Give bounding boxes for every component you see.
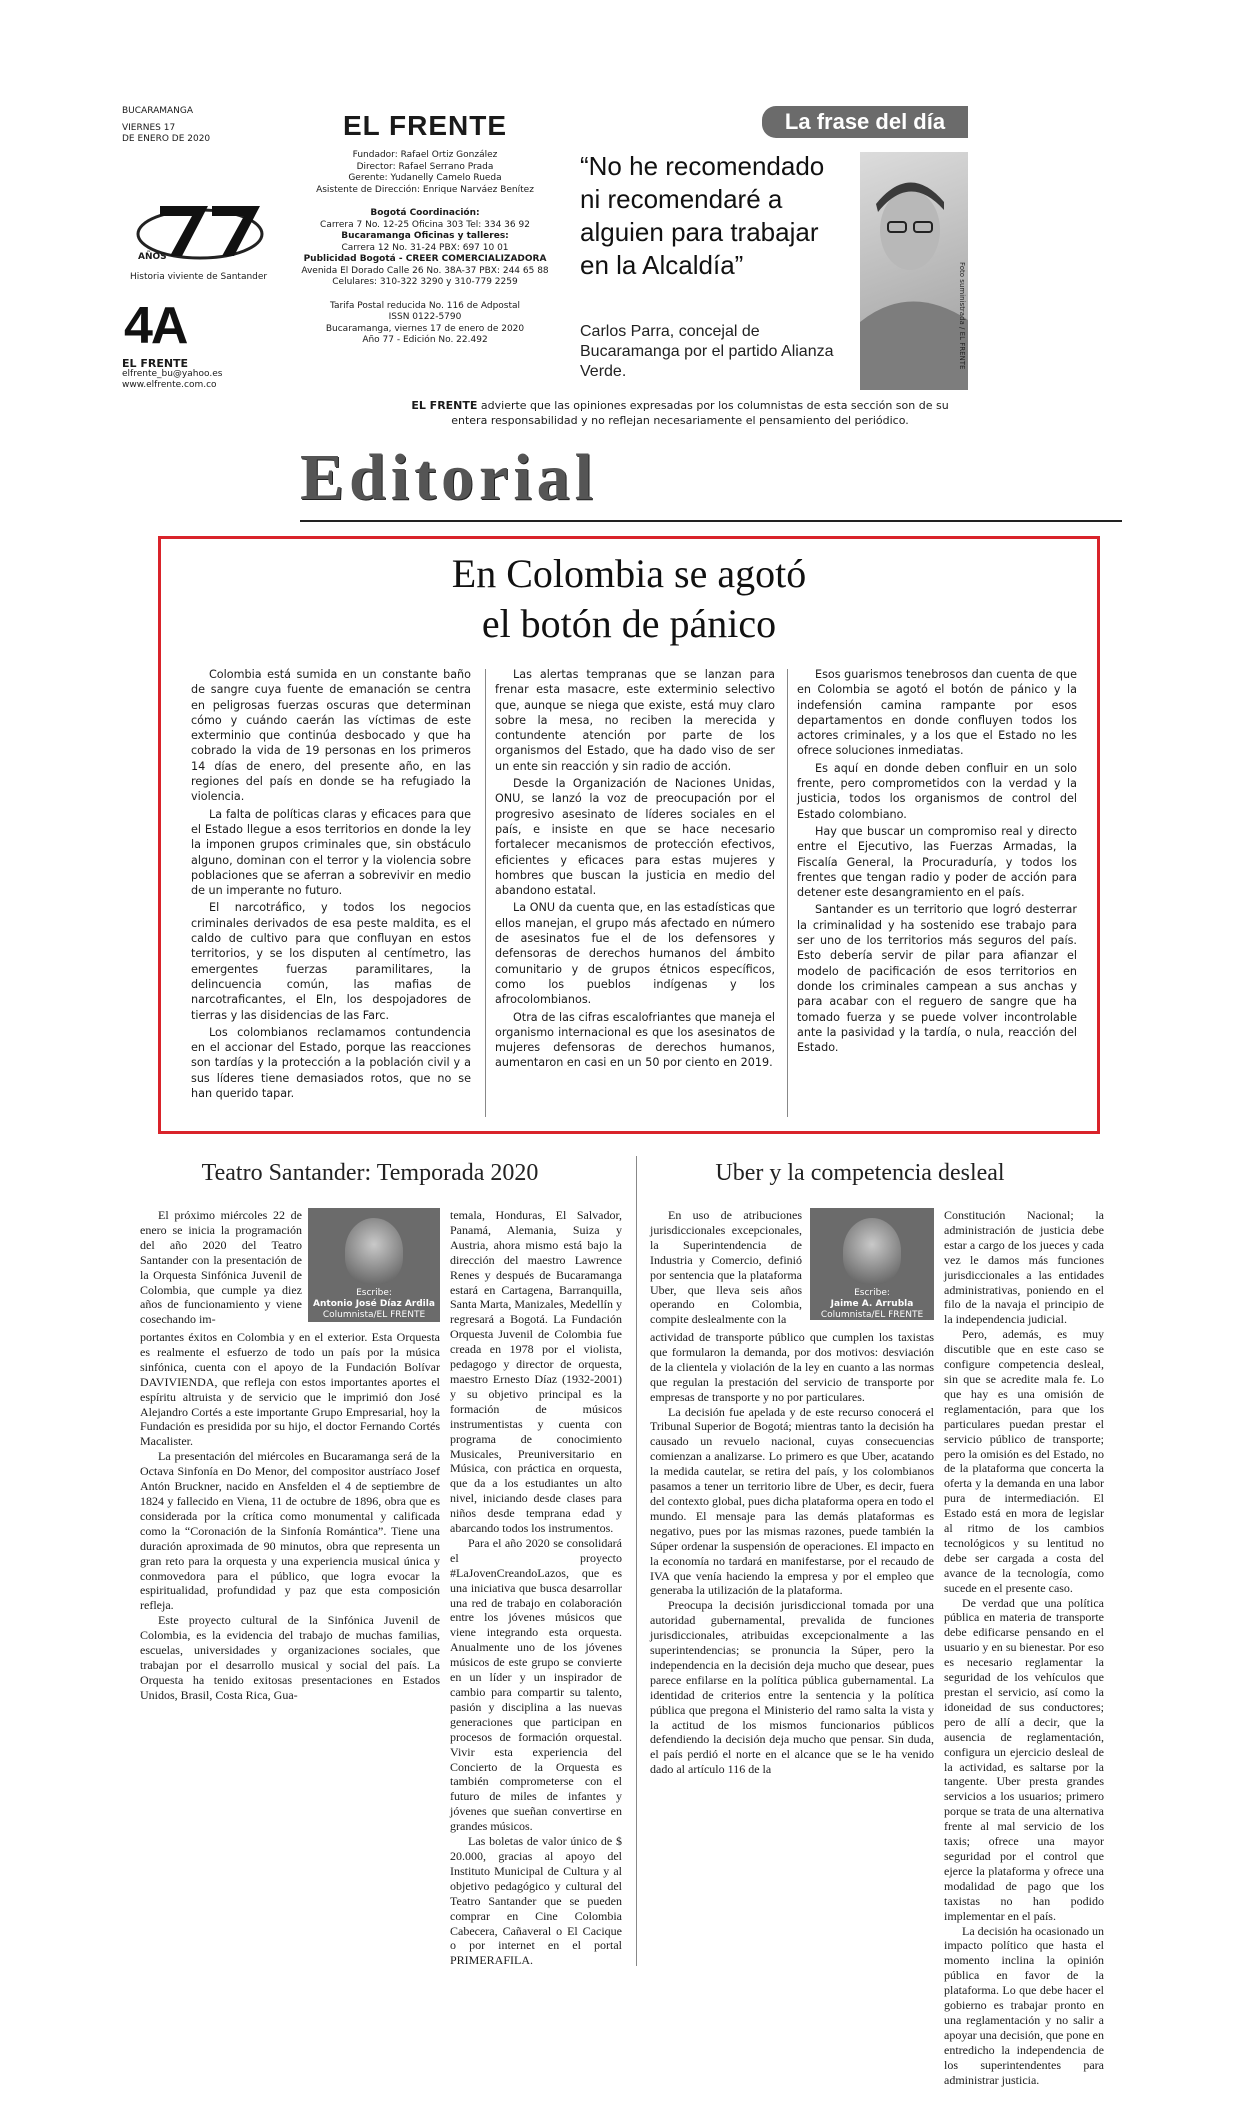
- byline-name: Jaime A. Arrubla: [830, 1299, 914, 1309]
- anniversary-logo: [130, 196, 300, 286]
- disclaimer: [400, 398, 960, 428]
- uber-title: Uber y la competencia desleal: [715, 1160, 1005, 1186]
- paragraph: Los colombianos reclamamos contundencia en el accionar del Estado, porque las reacciones son tardías y la protección a la población civil y a sus líderes tiene demasiados rotos, que no se han querido tapar.: [191, 1025, 471, 1101]
- author-photo: [860, 152, 968, 390]
- paragraph: Para el año 2020 se consolidará el proyecto #LaJovenCreandoLazos, que es una iniciativa que busca desarrollar una red de trabajo en colaboración entre los jóvenes músicos que viene integrando esta orquesta. Anualmente uno de los jóvenes músicos de este grupo se convierte en un líder y un inspirador de cambio para compartir su talento, pasión y disciplina a las nuevas generaciones que participan en procesos de formación orquestal. Vivir esta experiencia del Concierto de la Orquesta es también comprometerse con el futuro de miles de infantes y jóvenes que sueñan convertirse en grandes músicos.: [450, 1535, 622, 1834]
- portrait-icon: [860, 152, 968, 390]
- email[interactable]: elfrente_bu@yahoo.es: [122, 369, 223, 379]
- quote-author: Carlos Parra, concejal de Bucaramanga por el partido Alianza Verde.: [580, 323, 834, 380]
- paragraph: portantes éxitos en Colombia y en el exterior. Esta Orquesta es realmente el esfuerzo de todo un país por la música sinfónica, cuenta con el apoyo de la Fundación Bolívar DAVIVIENDA, que refleja con estos importantes aportes el espíritu altruista y de servicio que le imprimió don José Alejandro Cortés a este importante Grupo Empresarial, hoy la Fundación es presidida por su hijo, el doctor Fernando Cortés Macalister.: [140, 1330, 440, 1449]
- editorial-title: [161, 549, 1097, 649]
- date-line2: DE ENERO DE 2020: [122, 134, 211, 144]
- byline-name: Antonio José Díaz Ardila: [313, 1299, 435, 1309]
- paragraph: La presentación del miércoles en Bucaramanga será de la Octava Sinfonía en Do Menor, del compositor austríaco Josef Antón Bruckner, nacido en Ansfelden el 4 de septiembre de 1824 y fallecido en Viena, 11 de octubre de 1896, obra que es considerada por la crítica como monumental y calificada como la “Coronación de la Sinfonía Romántica”. Tiene una duración aproximada de 90 minutos, obra que representa un gran reto para la orquesta y una experiencia musical única y conmovedora para el público, que logra evocar la espiritualidad, profundidad y paz que esta composición refleja.: [140, 1449, 440, 1613]
- contact-block: [122, 358, 282, 391]
- masthead-brand: EL FRENTE: [342, 110, 508, 141]
- date-line1: VIERNES 17: [122, 123, 176, 133]
- uber-column-1-top: [650, 1208, 802, 1327]
- paragraph: Esos guarismos tenebrosos dan cuenta de que en Colombia se agotó el botón de pánico y la indefensión camina rampante por esos departamentos en donde confluyen todos los actores criminales, y a los que el Estado no les ofrece soluciones inmediatas.: [797, 668, 1077, 758]
- columnist-photo-icon: [843, 1218, 901, 1284]
- paragraph: La decisión ha ocasionado un impacto político que hasta el momento inclina la opinión pública en favor de la plataforma. Lo que debe hacer el gobierno es trabajar pronto en una reglamentación y no salir a apoyar una decisión, que pone en entredicho la independencia de los superintendentes para administrar justicia.: [944, 1923, 1104, 2087]
- column-divider: [787, 669, 788, 1117]
- paragraph: Desde la Organización de Naciones Unidas, ONU, se lanzó la voz de preocupación por el progresivo asesinato de líderes sociales en el país, e insiste en que se hace necesario fortalecer mecanismos de protección efectivos, eficientes y eficaces para estas mujeres y hombres que buscan la justicia en medio del abandono estatal.: [495, 777, 775, 898]
- disclaimer-brand: EL FRENTE: [411, 399, 478, 412]
- byline-label: Escribe:: [356, 1288, 392, 1298]
- contact-line: Carrera 12 No. 31-24 PBX: 697 10 01: [341, 242, 509, 253]
- teatro-column-1: [140, 1330, 440, 1703]
- editorial-column-2: [495, 667, 775, 1073]
- columnist-photo-icon: [345, 1218, 403, 1284]
- quote-of-day: [566, 106, 968, 390]
- paragraph: Otra de las cifras escalofriantes que maneja el organismo internacional es que los asesinatos de mujeres defensoras de derechos humanos, aumentaron en casi en un 50 por ciento en 2019.: [495, 1010, 775, 1070]
- paragraph: Pero, además, es muy discutible que en este caso se configure competencia desleal, sin que se acredite mala fe. Lo que hay es una omisión de reglamentación, para que los particulares puedan prestar el servicio público de transporte; pero la omisión es del Estado, no de la plataforma que concerta la oferta y la demanda en una labor pura de intermediación. El Estado está en mora de legislar al ritmo de los cambios tecnológicos y su lentitud no debe ser cargada a costa del avance de la tecnología, como sucede en el presente caso.: [944, 1327, 1104, 1595]
- paragraph: Este proyecto cultural de la Sinfónica Juvenil de Colombia, es la evidencia del trabajo de muchas familias, escuelas, universidades y organizaciones sociales, que trabajan por el desarrollo musical y social del país. La Orquesta ha tenido exitosas presentaciones en Estados Unidos, Brasil, Costa Rica, Gua-: [140, 1613, 440, 1702]
- paper-name: EL FRENTE: [122, 357, 189, 370]
- legal-line: ISSN 0122-5790: [388, 312, 462, 322]
- uber-column-2: [944, 1208, 1104, 2087]
- staff-line: Fundador: Rafael Ortiz González: [352, 150, 498, 160]
- byline-role: Columnista/EL FRENTE: [820, 1310, 924, 1320]
- photo-credit: Foto suministrada / EL FRENTE: [958, 262, 966, 370]
- quote-tag: La frase del día: [762, 106, 968, 138]
- anniversary-caption: Historia viviente de Santander: [130, 272, 268, 282]
- legal-line: Bucaramanga, viernes 17 de enero de 2020: [325, 323, 525, 334]
- paragraph: actividad de transporte público que cumplen los taxistas que formularon la demanda, por dos motivos: desviación de la clientela y violación de la ley en cuanto a las normas que regulan la prestación del servicio de transporte por empresas de transporte y no por particulares.: [650, 1330, 934, 1404]
- editorial-column-1: [191, 667, 471, 1103]
- paragraph: La decisión fue apelada y de este recurso conocerá el Tribunal Superior de Bogotá; mientras tanto la decisión ha causado un revuelo nacional, cuyas consecuencias comienzan a analizarse. Lo primero es que Uber, acatando la medida cautelar, se retira del país, y los colombianos pasamos a tener un territorio libre de Uber, es decir, fuera del contexto global, pues dicha plataforma opera en todo el mundo. El mensaje para las demás plataformas es negativo, pues por las mismas razones, puede también la Súper ordenar la suspensión de operaciones. El impacto en la economía no tardará en manifestarse, por el recaudo de IVA que venía haciendo la empresa y por el empleo que generaba la utilización de la plataforma.: [650, 1404, 934, 1598]
- masthead: [290, 106, 560, 390]
- legal-line: Tarifa Postal reducida No. 116 de Adpostal: [329, 300, 521, 311]
- uber-column-1: [650, 1330, 934, 1777]
- paragraph: De verdad que una política pública en materia de transporte debe edificarse pensando en el usuario y en su bienestar. Por eso es necesario reglamentar la seguridad de los vehículos que prestan el servicio, así como la idoneidad de sus conductores; pero de allí a decir, que la ausencia de reglamentación, configura un ejercicio desleal de la actividad, es saltarse por la tangente. Uber presta grandes servicios a los usuarios; primero porque se trata de una alternativa frente al mal servicio de los taxis; ofrece una mayor seguridad por el control que ejerce la plataforma y ofrece una modalidad de pago que los taxistas no han podido implementar en el país.: [944, 1595, 1104, 1923]
- paragraph: Las boletas de valor único de $ 20.000, gracias al apoyo del Instituto Municipal de Cultura y al objetivo pedagógico y cultural del Teatro Santander que se pueden comprar en Cine Colombia Cabecera, Cañaveral o El Cacique o por internet en el portal PRIMERAFILA.: [450, 1834, 622, 1968]
- teatro-column-2: [450, 1208, 622, 1968]
- contact-line: Avenida El Dorado Calle 26 No. 38A-37 PBX: 244 65 88: [301, 265, 549, 276]
- editorial-box: [158, 536, 1100, 1134]
- paragraph: Hay que buscar un compromiso real y directo entre el Ejecutivo, las Fuerzas Armadas, la Fiscalía General, la Procuraduría, y todos los frentes que tengan radio y poder de acción para detener este desangramiento en el país.: [797, 824, 1077, 900]
- paragraph: El próximo miércoles 22 de enero se inicia la programación del año 2020 del Teatro Santander con la presentación de la Orquesta Sinfónica Juvenil de Colombia, que cumple ya diez años de funcionamiento y viene cosechando im-: [140, 1208, 302, 1327]
- contact-line: Celulares: 310-322 3290 y 310-779 2259: [332, 277, 518, 287]
- article-divider: [636, 1156, 637, 1966]
- page-number: 4A: [124, 297, 187, 355]
- edition-meta: [122, 106, 277, 145]
- staff-line: Gerente: Yudanelly Camelo Rueda: [348, 173, 502, 183]
- column-divider: [485, 669, 486, 1117]
- contact-line: Bucaramanga Oficinas y talleres:: [341, 231, 509, 241]
- editorial-title-line2: el botón de pánico: [481, 601, 777, 646]
- paragraph: temala, Honduras, El Salvador, Panamá, Alemania, Suiza y Austria, ahora mismo está bajo la dirección del maestro Lawrence Renes y después de Bucaramanga estará en Cartagena, Barranquilla, Santa Marta, Manizales, Medellín y regresará a Bogotá. La Fundación Orquesta Juvenil de Colombia fue creada en 1978 por el violista, pedagogo y director de orquesta, maestro Ernesto Díaz (1932-2001) y su objetivo principal es la formación de músicos instrumentistas y cuenta con programa de conocimiento Musicales, Preuniversitario en Música, con práctica en orquesta, que da a los estudiantes un alto nivel, iniciando desde clases para niños desde temprana edad y abarcando todos los instrumentos.: [450, 1208, 622, 1536]
- anniversary-word: AÑOS: [138, 252, 167, 262]
- contact-line: Bogotá Coordinación:: [370, 208, 480, 218]
- staff-line: Director: Rafael Serrano Prada: [356, 161, 494, 172]
- section-title: Editorial: [300, 441, 599, 514]
- paragraph: Colombia está sumida en un constante baño de sangre cuya fuente de emanación se centra en peligrosas fuerzas oscuras que determinan cómo y cuándo caerán las víctimas de este exterminio que continúa desbocado y que ha cobrado la vida de 19 personas en los primeros 14 días de enero, del presente año, en las regiones del país en donde se ha refugiado la violencia.: [191, 668, 471, 804]
- uber-byline: [810, 1208, 934, 1320]
- editorial-title-line1: En Colombia se agotó: [451, 551, 807, 596]
- editorial-column-3: [797, 667, 1077, 1057]
- paragraph: La ONU da cuenta que, en las estadísticas que ellos manejan, el grupo más afectado en número de asesinatos fue el de los defensores y defensoras de derechos humanos del ámbito comunitario y de grupos étnicos específicos, como los pueblos indígenas y los afrocolombianos.: [495, 901, 775, 1007]
- disclaimer-text: advierte que las opiniones expresadas por los columnistas de esta sección son de su entera responsabilidad y no reflejan necesariamente el pensamiento del periódico.: [451, 399, 949, 427]
- byline-role: Columnista/EL FRENTE: [322, 1310, 426, 1320]
- teatro-column-1-top: [140, 1208, 302, 1327]
- contact-line: Publicidad Bogotá - CREER COMERCIALIZADORA: [303, 254, 547, 264]
- quote-text: “No he recomendado ni recomendaré a alguien para trabajar en la Alcaldía”: [580, 151, 825, 280]
- contact-line: Carrera 7 No. 12-25 Oficina 303 Tel: 334 36 92: [320, 219, 530, 230]
- byline-label: Escribe:: [854, 1288, 890, 1298]
- teatro-byline: [308, 1208, 440, 1322]
- paragraph: Santander es un territorio que logró desterrar la criminalidad y ha sostenido ese trabajo para ser uno de los territorios más seguros del país. Esto debería servir de pilar para afianzar el modelo de pacificación de esos territorios en donde los criminales campean a sus anchas y para acabar con el reguero de sangre que ha tomado fuerza y se puede volver incontrolable ante la pasividad y la tardía, o nula, reacción del Estado.: [797, 903, 1077, 1055]
- paragraph: Preocupa la decisión jurisdiccional tomada por una autoridad gubernamental, prevalida de funciones jurisdiccionales, atribuidas excepcionalmente a las superintendencias; se pronuncia la Súper, pero la independencia en la decisión deja mucho que desear, pues parece enfilarse en la política pública gubernamental. La identidad de criterios entre la sentencia y la política pública que pregona el Ministerio del ramo salta la vista y la actitud de los mismos funcionarios públicos defendiendo la decisión deja mucho que pensar. Sin duda, el país perdió el norte en el alcance que se le ha venido dado al artículo 116 de la: [650, 1598, 934, 1777]
- staff-line: Asistente de Dirección: Enrique Narváez Benítez: [316, 184, 534, 195]
- paragraph: El narcotráfico, y todos los negocios criminales derivados de esa peste maldita, es el caldo de cultivo para que confluyan en estos territorios, y se los disputen al centímetro, las emergentes fuerzas paramilitares, la delincuencia común, las mafias de narcotraficantes, el Eln, los despojadores de tierras y las disidencias de las Farc.: [191, 901, 471, 1022]
- website[interactable]: www.elfrente.com.co: [122, 380, 217, 390]
- paragraph: Las alertas tempranas que se lanzan para frenar esta masacre, este exterminio selectivo que, aunque se niega que existe, está muy claro sobre la mesa, no reciben la merecida y contundente atención por parte de los organismos del Estado, que ha dado viso de ser un ente sin reacción y sin radio de acción.: [495, 668, 775, 773]
- section-rule: [300, 520, 1122, 522]
- paragraph: En uso de atribuciones jurisdiccionales excepcionales, la Superintendencia de Industria y Comercio, definió por sentencia que la plataforma Uber, que lleva seis años operando en Colombia, compite deslealmente con la: [650, 1208, 802, 1327]
- paragraph: Constitución Nacional; la administración de justicia debe estar a cargo de los jueces y cada vez le damos más funciones jurisdiccionales a las entidades administrativas, poniendo en el filo de la navaja el principio de la independencia judicial.: [944, 1208, 1104, 1327]
- city: BUCARAMANGA: [122, 106, 194, 116]
- paragraph: La falta de políticas claras y eficaces para que el Estado llegue a esos territorios en donde la ley la imponen grupos criminales que, sin obstáculo alguno, dominan con el terror y la violencia sobre poblaciones que se aferran a sobrevivir en medio de un imperante no futuro.: [191, 807, 471, 898]
- teatro-title: Teatro Santander: Temporada 2020: [201, 1160, 539, 1186]
- legal-line: Año 77 - Edición No. 22.492: [362, 335, 488, 345]
- paragraph: Es aquí en donde deben confluir en un solo frente, pero comprometidos con la verdad y la justicia, todos los organismos de control del Estado colombiano.: [797, 761, 1077, 821]
